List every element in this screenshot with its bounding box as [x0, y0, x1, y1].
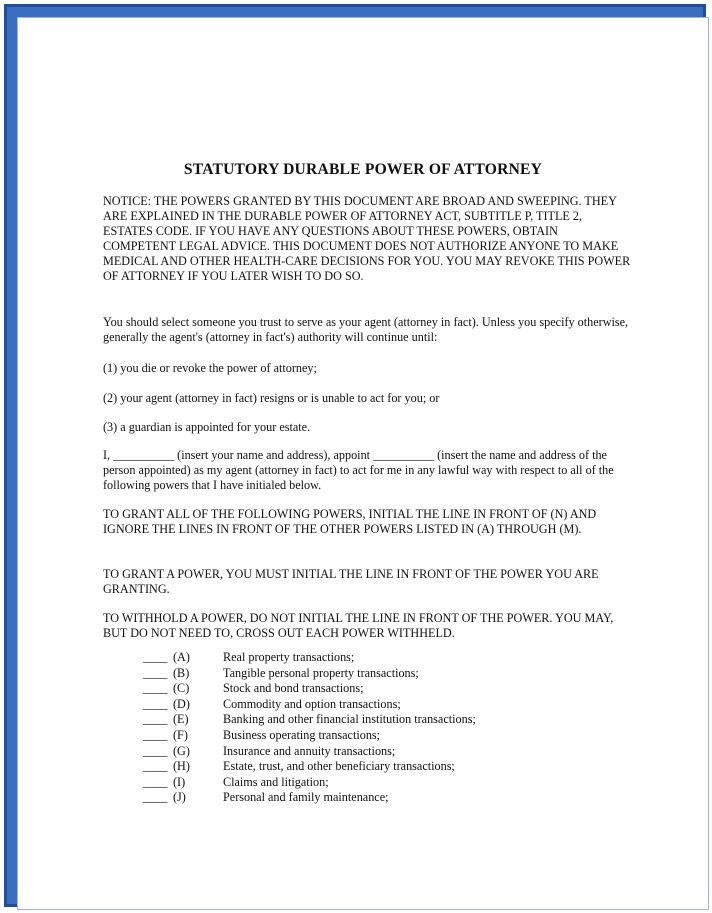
notice-paragraph: NOTICE: THE POWERS GRANTED BY THIS DOCUMENT ARE BROAD AND SWEEPING. THEY ARE EXPLAINED IN THE DURABLE POWER OF ATTORNEY ACT, SUBTITLE P, TITLE 2, ESTATES CODE. IF YOU HAVE ANY QUESTIONS ABOUT THESE POWERS, OBTAIN COMPETENT LEGAL ADVICE. THIS DOCUMENT DOES NOT AUTHORIZE ANYONE TO MAKE MEDICAL AND OTHER HEALTH-CARE DECISIONS FOR YOU. YOU MAY REVOKE THIS POWER OF ATTORNEY IF YOU LATER WISH TO DO SO.	[103, 194, 631, 283]
power-row	[143, 790, 623, 806]
power-description: Personal and family maintenance;	[223, 790, 389, 805]
document-page	[17, 17, 709, 910]
power-description: Real property transactions;	[223, 650, 355, 664]
power-letter: (H)	[173, 759, 190, 774]
initial-line: ____	[143, 774, 168, 789]
document-frame	[4, 4, 706, 907]
withhold-instruction: TO WITHHOLD A POWER, DO NOT INITIAL THE LINE IN FRONT OF THE POWER. YOU MAY, BUT DO NOT NEED TO, CROSS OUT EACH POWER WITHHELD.	[103, 611, 614, 640]
initial-line: ____	[143, 712, 168, 727]
power-description: Banking and other financial institution transactions;	[223, 712, 476, 727]
power-letter: (D)	[173, 696, 190, 711]
condition-item: (2) your agent (attorney in fact) resigns or is unable to act for you; or	[103, 391, 440, 405]
condition-item: (1) you die or revoke the power of attorney;	[103, 361, 317, 375]
condition-item: (3) a guardian is appointed for your estate.	[103, 420, 311, 434]
power-row	[143, 728, 623, 744]
initial-line: ____	[143, 743, 168, 758]
power-row	[143, 681, 623, 697]
initial-line: ____	[143, 727, 168, 742]
power-letter: (C)	[173, 681, 190, 696]
initial-line: ____	[143, 665, 168, 680]
select-agent-paragraph: You should select someone you trust to serve as your agent (attorney in fact). Unless you specify otherwise, generally the agent's (attorney in fact's) authority will continue until:	[103, 315, 629, 344]
power-row	[143, 712, 623, 728]
power-letter: (E)	[173, 712, 189, 727]
power-row	[143, 650, 623, 666]
initial-line: ____	[143, 790, 168, 805]
power-description: Business operating transactions;	[223, 727, 381, 742]
power-letter: (J)	[173, 790, 186, 805]
power-description: Claims and litigation;	[223, 774, 329, 789]
power-description: Estate, trust, and other beneficiary transactions;	[223, 759, 455, 774]
power-letter: (B)	[173, 665, 190, 680]
initial-line: ____	[143, 759, 168, 774]
power-letter: (F)	[173, 727, 188, 742]
power-row	[143, 666, 623, 682]
powers-list	[143, 650, 623, 806]
appointment-paragraph: I, __________ (insert your name and address), appoint __________ (insert the name and address of the person appointed) as my agent (attorney in fact) to act for me in any lawful way with respect to all of the following powers that I have initialed below.	[103, 448, 614, 492]
power-row	[143, 697, 623, 713]
power-description: Stock and bond transactions;	[223, 681, 364, 696]
power-description: Insurance and annuity transactions;	[223, 743, 396, 758]
power-row	[143, 744, 623, 760]
power-row	[143, 775, 623, 791]
initial-line: ____	[143, 696, 168, 711]
power-row	[143, 759, 623, 775]
power-letter: (G)	[173, 743, 190, 758]
initial-line: ____	[143, 681, 168, 696]
power-description: Tangible personal property transactions;	[223, 665, 419, 680]
page-content	[18, 18, 708, 909]
power-description: Commodity and option transactions;	[223, 696, 401, 711]
power-letter: (I)	[173, 774, 186, 789]
grant-all-instruction: TO GRANT ALL OF THE FOLLOWING POWERS, INITIAL THE LINE IN FRONT OF (N) AND IGNORE THE LINES IN FRONT OF THE OTHER POWERS LISTED IN (A) THROUGH (M).	[103, 507, 597, 536]
initial-line: ____	[143, 650, 168, 664]
document-title: STATUTORY DURABLE POWER OF ATTORNEY	[183, 161, 543, 178]
grant-instruction: TO GRANT A POWER, YOU MUST INITIAL THE LINE IN FRONT OF THE POWER YOU ARE GRANTING.	[103, 567, 599, 596]
power-letter: (A)	[173, 650, 190, 664]
